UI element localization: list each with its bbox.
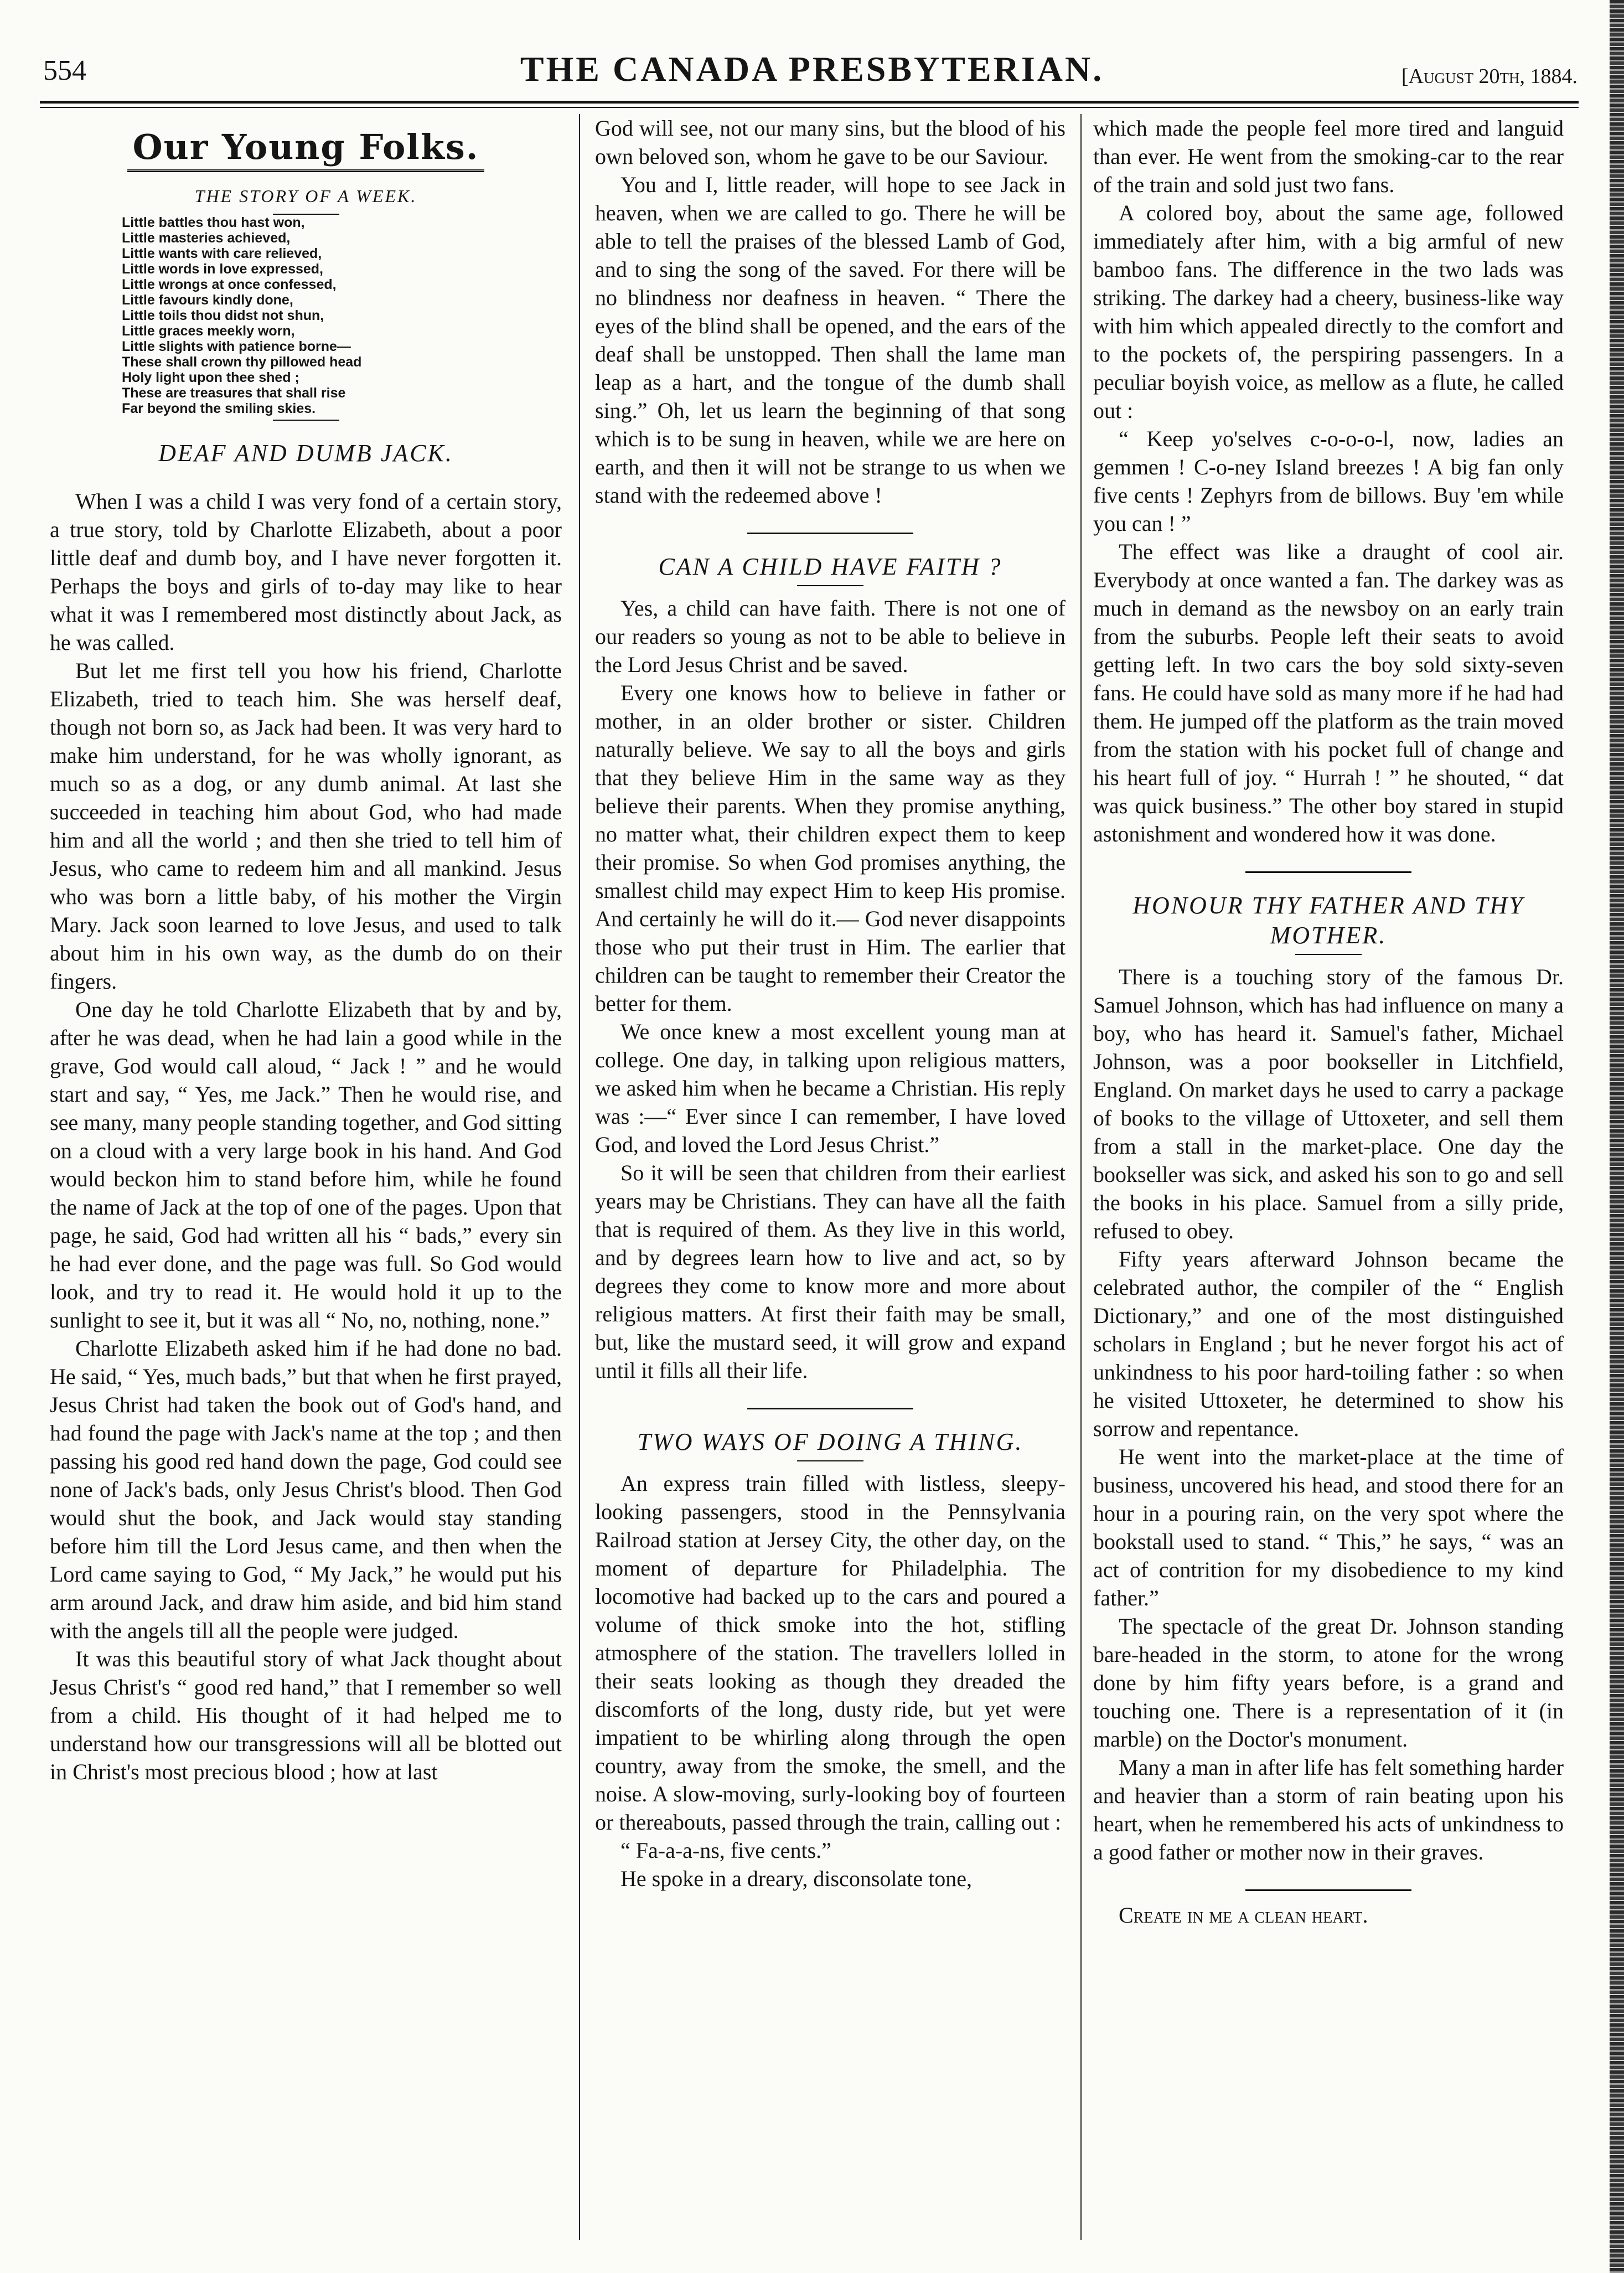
poem-line: These are treasures that shall rise [122, 385, 346, 401]
poem-line: Little wants with care relieved, [122, 246, 322, 261]
poem-line: Little wrongs at once confessed, [122, 277, 337, 292]
section-rule [747, 1408, 913, 1409]
dateline: [August 20th, 1884. [1401, 65, 1578, 88]
section-rule [747, 533, 913, 534]
column-2 [595, 114, 1066, 2240]
page-number: 554 [43, 55, 86, 86]
poem-line: Little masteries achieved, [122, 230, 291, 246]
paragraph: There is a touching story of the famous Dr. Samuel Johnson, which has had influence on many a boy, who has heard it. Samuel's father, Michael Johnson, was a poor bookseller in Litchfield, England. On market days he used to carry a package of books to the village of Uttoxeter, and sell them from a stall in the market-place. One day the bookseller was sick, and asked his son to go and sell the books in his place. Samuel from a silly pride, refused to obey. [1093, 964, 1564, 1243]
paragraph: But let me first tell you how his friend, Charlotte Elizabeth, tried to teach him. She was herself deaf, though not born so, as Jack had been. It was very hard to make him understand, for he was wholly ignorant, as much so as a dog, or any dumb animal. At last she succeeded in teaching him about God, who had made him and all the world ; and then she tried to tell him of Jesus, who came to redeem him and all mankind. Jesus who was born a little baby, of his mother the Virgin Mary. Jack soon learned to love Jesus, and used to talk about him in his own way, as the dumb do on their fingers. [50, 658, 562, 994]
poem [122, 215, 562, 416]
poem-line: Little words in love expressed, [122, 261, 324, 277]
article-title: HONOUR THY FATHER AND THY MOTHER. [1132, 892, 1524, 949]
poem-line: Holy light upon thee shed ; [122, 370, 299, 385]
paragraph: He went into the market-place at the time of business, uncovered his head, and stood there for an hour in a pouring rain, on the very spot where the bookstall used to stand. “ This,” he says, “ was an act of contrition for my disobedience to my kind father.” [1093, 1444, 1564, 1610]
department-title-text: Our Young Folks. [127, 125, 485, 172]
paragraph: You and I, little reader, will hope to see Jack in heaven, when we are called to go. There he will be able to tell the praises of the blessed Lamb of God, and to sing the song of the saved. For there will be no blindness nor deafness in heaven. “ There the eyes of the blind shall be opened, and the ears of the deaf shall be unstopped. Then shall the lame man leap as a hart, and the tongue of the dumb shall sing.” Oh, let us learn the beginning of that song which is to be sung in heaven, while we are here on earth, and then it will not be strange to us when we stand with the redeemed above ! [595, 172, 1066, 508]
paragraph: Charlotte Elizabeth asked him if he had done no bad. He said, “ Yes, much bads,” but that when he first prayed, Jesus Christ had taken the book out of God's hand, and had found the page with Jack's name at the top ; and then passing his good red hand down the page, God could see none of Jack's bads, only Jesus Christ's blood. Then God would shut the book, and Jack would stay standing before him till the Lord Jesus came, and then when the Lord came saying to God, “ My Jack,” he would put his arm around Jack, and draw him aside, and bid him stand with the angels till all the people were judged. [50, 1336, 562, 1643]
poem-line: Little toils thou didst not shun, [122, 308, 324, 323]
paragraph: He spoke in a dreary, disconsolate tone, [620, 1866, 972, 1891]
header-rule [40, 101, 1579, 104]
paragraph: When I was a child I was very fond of a certain story, a true story, told by Charlotte Elizabeth, about a poor little deaf and dumb boy, and I have never forgotten it. Perhaps the boys and girls of to-day may like to hear what it was I remembered most distinctly about Jack, as he was called. [50, 489, 562, 655]
poem-title: THE STORY OF A WEEK. [194, 186, 417, 206]
paragraph: Fifty years afterward Johnson became the celebrated author, the compiler of the “ English Dictionary,” and one of the most distinguished scholars in England ; but he never forgot his act of unkindness to his poor hard-toiling father : so when he visited Uttoxeter, he determined to show his sorrow and repentance. [1093, 1247, 1564, 1441]
header-rule-thin [40, 107, 1579, 108]
section-rule [1245, 871, 1411, 873]
paragraph: Every one knows how to believe in father or mother, in an older brother or sister. Children naturally believe. We say to all the boys and girls that they believe Him in the same way as they believe their parents. When they promise anything, no matter what, their children expect them to keep their promise. So when God promises anything, the smallest child may expect Him to keep His promise. And certainly he will do it.— God never disappoints those who put their trust in Him. The earlier that children can be taught to remember their Creator the better for them. [595, 680, 1066, 1016]
paragraph: “ Fa-a-a-ns, five cents.” [620, 1838, 831, 1863]
paragraph: A colored boy, about the same age, followed immediately after him, with a big armful of new bamboo fans. The difference in the two lads was striking. The darkey had a cheery, business-like way with him which appealed directly to the comfort and to the pockets of, the perspiring passengers. In a peculiar boyish voice, as mellow as a flute, he called out : [1093, 200, 1564, 423]
masthead: THE CANADA PRESBYTERIAN. [520, 49, 1104, 89]
column-3 [1093, 114, 1564, 2240]
page-edge [1610, 0, 1624, 2273]
paragraph: We once knew a most excellent young man at college. One day, in talking upon religious matters, we asked him when he became a Christian. His reply was :—“ Ever since I can remember, I have loved God, and loved the Lord Jesus Christ.” [595, 1019, 1066, 1157]
paragraph: which made the people feel more tired and languid than ever. He went from the smoking-car to the rear of the train and sold just two fans. [1093, 116, 1564, 197]
article-title: TWO WAYS OF DOING A THING. [637, 1428, 1023, 1455]
closing-line: Create in me a clean heart. [1119, 1903, 1368, 1928]
paragraph: So it will be seen that children from their earliest years may be Christians. They can have all the faith that is required of them. As they live in this world, and by degrees learn how to live and act, so by degrees they come to know more and more about religious matters. At first their faith may be small, but, like the mustard seed, it will grow and expand until it fills all their life. [595, 1160, 1066, 1383]
column-divider [1080, 114, 1082, 2240]
paragraph: “ Keep yo'selves c-o-o-o-l, now, ladies an gemmen ! C-o-ney Island breezes ! A big fan only five cents ! Zephyrs from de billows. Buy 'em while you can ! ” [1093, 426, 1564, 536]
poem-line: Little graces meekly worn, [122, 323, 295, 339]
section-rule [273, 420, 339, 421]
column-divider [579, 114, 580, 2240]
poem-line: Little slights with patience borne— [122, 339, 351, 354]
paragraph: It was this beautiful story of what Jack thought about Jesus Christ's “ good red hand,” that I remember so well from a child. His thought of it had helped me to understand how our transgressions will all be blotted out in Christ's most precious blood ; how at last [50, 1646, 562, 1784]
article-title: CAN A CHILD HAVE FAITH ? [658, 553, 1002, 580]
poem-line: Far beyond the smiling skies. [122, 401, 316, 416]
poem-line: These shall crown thy pillowed head [122, 354, 362, 370]
paragraph: Yes, a child can have faith. There is not one of our readers so young as not to be able to believe in the Lord Jesus Christ and be saved. [595, 596, 1066, 677]
department-title [50, 125, 562, 172]
story-title: DEAF AND DUMB JACK. [158, 440, 453, 467]
paragraph: Many a man in after life has felt something harder and heavier than a storm of rain beating upon his heart, when he remembered his acts of unkindness to a good father or mother now in their graves. [1093, 1755, 1564, 1864]
column-1 [50, 114, 562, 2240]
paragraph: God will see, not our many sins, but the blood of his own beloved son, whom he gave to be our Saviour. [595, 116, 1066, 169]
poem-line: Little favours kindly done, [122, 292, 293, 308]
paragraph: An express train filled with listless, sleepy-looking passengers, stood in the Pennsylvania Railroad station at Jersey City, the other day, on the moment of departure for Philadelphia. The locomotive had backed up to the cars and poured a volume of thick smoke into the hot, stifling atmosphere of the station. The travellers lolled in their seats looking as though they dreaded the discomforts of the long, dusty ride, but yet were impatient to be whirling along through the open country, away from the smoke, the smell, and the noise. A slow-moving, surly-looking boy of fourteen or thereabouts, passed through the train, calling out : [595, 1471, 1066, 1835]
paragraph: One day he told Charlotte Elizabeth that by and by, after he was dead, when he had lain a good while in the grave, God would call aloud, “ Jack ! ” and he would start and say, “ Yes, me Jack.” Then he would rise, and see many, many people standing together, and God sitting on a cloud with a very large book in his hand. And God would beckon him to stand before him, while he found the name of Jack at the top of one of the pages. Upon that page, he said, God had written all his “ bads,” every sin he had ever done, and the page was full. So God would look, and try to read it. He would hold it up to the sunlight to see it, but it was all “ No, no, nothing, none.” [50, 997, 562, 1332]
poem-line: Little battles thou hast won, [122, 215, 305, 230]
paragraph: The effect was like a draught of cool air. Everybody at once wanted a fan. The darkey was as much in demand as the newsboy on an early train from the suburbs. People left their seats to avoid getting left. In two cars the boy sold sixty-seven fans. He could have sold as many more if he had had them. He jumped off the platform as the train moved from the station with his pocket full of change and his heart full of joy. “ Hurrah ! ” he shouted, “ dat was quick business.” The other boy stared in stupid astonishment and wondered how it was done. [1093, 539, 1564, 846]
paragraph: The spectacle of the great Dr. Johnson standing bare-headed in the storm, to atone for the wrong done by him fifty years before, is a grand and touching one. There is a representation of it (in marble) on the Doctor's monument. [1093, 1614, 1564, 1752]
